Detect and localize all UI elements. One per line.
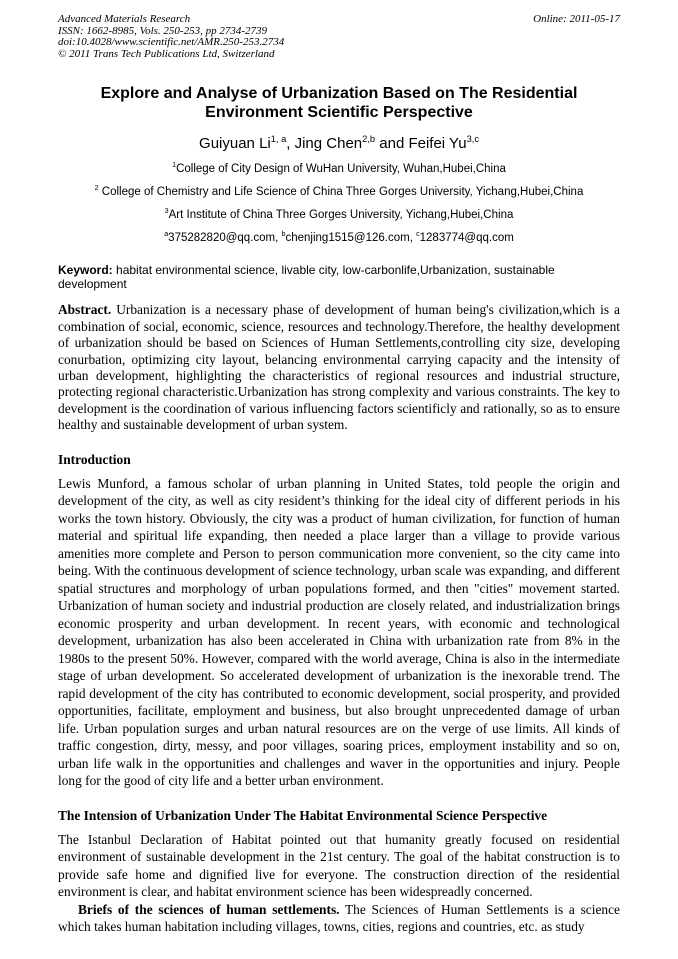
briefs-text: The Sciences of Human Settlements is a science which takes human habitation including villages, towns, cities, regions and countries, etc. as study	[58, 901, 620, 935]
affiliation-superscript: 1	[172, 161, 177, 170]
email-superscript: a	[164, 230, 169, 239]
email-line	[58, 232, 620, 245]
issn-line: ISSN: 1662-8985, Vols. 250-253, pp 2734-2739	[58, 24, 267, 37]
email-superscript: c	[416, 230, 420, 239]
abstract-text: Urbanization is a necessary phase of development of human being's civilization,which is a combination of social, economic, science, resources and technology.Therefore, the healthy development of urbanization should be based on Sciences of Human Settlements,controlling city size, developing conurbation, optimizing city layout, belancing environmental carrying capacity and the intensity of urban development, highlighting the characteristics of regional resources and industrial structure, protecting regional characteristic.Urbanization has strong complexity and various constraints. The key to development is the coordination of various influencing factors scientificly and rationally, so as to ensure healthy and sustainable development of urban system.	[58, 302, 620, 433]
affiliation-text: College of City Design of WuHan University, Wuhan,Hubei,China	[176, 163, 506, 176]
section-heading-intension: The Intension of Urbanization Under The Habitat Environmental Science Perspective	[58, 807, 548, 823]
abstract-paragraph	[58, 302, 620, 433]
briefs-paragraph	[58, 901, 620, 936]
email-address: 375282820@qq.com,	[168, 232, 282, 245]
publication-header-left	[58, 14, 284, 60]
journal-title: Advanced Materials Research	[58, 13, 191, 25]
author-name: Guiyuan Li	[199, 135, 271, 153]
doi-line: doi:10.4028/www.scientific.net/AMR.250-253.2734	[58, 36, 285, 49]
abstract-label: Abstract.	[58, 302, 112, 318]
affiliation-line-2	[58, 186, 620, 199]
email-address: chenjing1515@126.com,	[285, 232, 417, 245]
author-superscript: 1, a	[270, 134, 287, 145]
affiliation-text: College of Chemistry and Life Science of China Three Gorges University, Yichang,Hubei,China	[98, 186, 584, 199]
affiliation-superscript: 2	[94, 184, 99, 193]
email-superscript: b	[281, 230, 286, 239]
keywords-text: habitat environmental science, livable city, low-carbonlife,Urbanization, sustainable development	[58, 263, 555, 292]
keywords-block	[58, 263, 620, 291]
paper-title-line1: Explore and Analyse of Urbanization Based on The Residential	[100, 85, 578, 103]
authors-line	[58, 134, 620, 153]
paper-title-line2: Environment Scientific Perspective	[205, 104, 473, 122]
paper-title	[58, 84, 620, 122]
affiliation-line-3	[58, 209, 620, 222]
intension-paragraph: The Istanbul Declaration of Habitat pointed out that humanity greatly focused on residential environment of sustainable development in the 21st century. The goal of the habitat construction is to provide safe home and dignified live for everyone. The construction direction of the residential environment is clear, and habitat environment science has been widespreadly concerned.	[58, 831, 620, 900]
affiliation-line-1	[58, 163, 620, 176]
affiliation-text: Art Institute of China Three Gorges University, Yichang,Hubei,China	[168, 209, 514, 222]
author-name: and Feifei Yu	[375, 135, 467, 153]
author-superscript: 2,b	[362, 134, 376, 145]
section-heading-introduction: Introduction	[58, 451, 131, 467]
publication-header	[58, 14, 620, 60]
email-address: 1283774@qq.com	[419, 232, 514, 245]
author-superscript: 3,c	[466, 134, 479, 145]
keywords-label: Keyword:	[58, 263, 113, 278]
briefs-lead: Briefs of the sciences of human settlements.	[78, 901, 340, 917]
copyright-line: © 2011 Trans Tech Publications Ltd, Switzerland	[58, 47, 275, 60]
introduction-paragraph: Lewis Munford, a famous scholar of urban planning in United States, told people the origin and development of the city, as well as city resident’s thinking for the ideal city of different periods in his works the town history. Obviously, the city was a product of human civilization, for function of human material and spiritual life expanding, then needed a place larger than a village to provide various amenities more complete and Person to person communication more convenient, so the city came into being. With the continuous development of science technology, urban scale was expanding, and different spatial structures and morphology of urban populations formed, and then "cities" movement started. Urbanization of human society and industrial production are closely related, and industrialization brings economic prosperity and urban development. In recent years, with economic and technological development, urbanization has also been accelerated in China with urbanization rate from 8% in the 1980s to the present 50%. However, compared with the world average, China is also in the intermediate stage of urban development. So accelerated development of urbanization is the inexorable trend. The rapid development of the city has contributed to economic development, social prosperity, and provided opportunities, facilitate, employment and business, but also brought unprecedented damage of urban life. Urban population surges and urban natural resources are on the verge of use limits. All kinds of traffic congestion, dirty, messy, and poor villages, soaring prices, employment instability and so on, urban life walk in the opportunities and challenges and waver in the opportunities and injury. People long for the good of city life and a better urban environment.	[58, 475, 620, 789]
author-name: , Jing Chen	[286, 135, 363, 153]
online-date: Online: 2011-05-17	[533, 13, 620, 25]
affiliation-superscript: 3	[164, 207, 169, 216]
